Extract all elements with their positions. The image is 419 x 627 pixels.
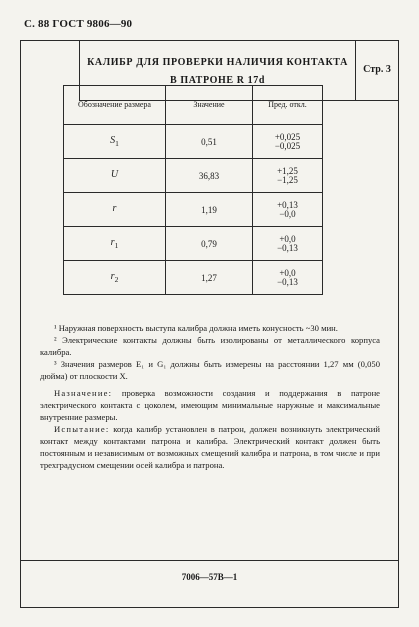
- footnote-1: ¹ Наружная поверхность выступа калибра должна иметь конусность ~30 мин.: [54, 323, 338, 333]
- test-text: когда калибр установлен в патрон, должен возникнуть электрический контакт между контактами патрона и калибра. Электрический контакт должен быть постоянным и независимым от возможных смещений калибра и патрона, в том числе и при трехградусном смещении осей калибра и патрона.: [40, 424, 380, 470]
- row-tolerance: +0,13 −0,0: [253, 193, 323, 227]
- title-line-2: В ПАТРОНЕ R 17d: [169, 75, 266, 86]
- table-row: [64, 227, 323, 261]
- row-value: 0,51: [166, 125, 253, 159]
- col-header-tolerance: Пред. откл.: [253, 86, 323, 125]
- table-row: [64, 261, 323, 295]
- notes-section: [40, 322, 380, 471]
- table-row: [64, 193, 323, 227]
- test-paragraph: [40, 423, 380, 471]
- footnote-2: ² Электрические контакты должны быть изолированы от металлического корпуса калибра.: [40, 335, 380, 357]
- col-header-designation: Обозначение размера: [64, 86, 166, 125]
- row-tolerance: +0,0 −0,13: [253, 227, 323, 261]
- table-row: [64, 159, 323, 193]
- row-value: 1,27: [166, 261, 253, 295]
- purpose-paragraph: [40, 387, 380, 423]
- row-value: 0,79: [166, 227, 253, 261]
- row-symbol: $r_1$: [64, 227, 166, 261]
- test-label: Испытание:: [54, 424, 110, 434]
- row-symbol: U: [64, 159, 166, 193]
- purpose-text: проверка возможности создания и поддержания в патроне электрического контакта с цоколем, имеющим минимальные наружные и максимальные внутренние размеры.: [40, 388, 380, 422]
- purpose-label: Назначение:: [54, 388, 113, 398]
- row-symbol: r: [64, 193, 166, 227]
- title-line-1: КАЛИБР ДЛЯ ПРОВЕРКИ НАЛИЧИЯ КОНТАКТА: [87, 57, 348, 68]
- table-row: [64, 125, 323, 159]
- row-tolerance: +1,25 −1,25: [253, 159, 323, 193]
- row-tolerance: +0,025 −0,025: [253, 125, 323, 159]
- sheet-number: Стр. 3: [356, 41, 398, 101]
- table-header-row: [64, 86, 323, 125]
- footer-code: 7006—57В—1: [20, 560, 399, 582]
- row-tolerance: +0,0 −0,13: [253, 261, 323, 295]
- row-symbol: $r_2$: [64, 261, 166, 295]
- col-header-value: Значение: [166, 86, 253, 125]
- row-value: 1,19: [166, 193, 253, 227]
- row-value: 36,83: [166, 159, 253, 193]
- footnote-3: ³ Значения размеров E₁ и G₁ должны быть измерены на расстоянии 1,27 мм (0,050 дюйма) от плоскости X.: [40, 359, 380, 381]
- dimensions-table: [63, 85, 323, 295]
- row-symbol: $S_1$: [64, 125, 166, 159]
- page-header: С. 88 ГОСТ 9806—90: [24, 18, 133, 30]
